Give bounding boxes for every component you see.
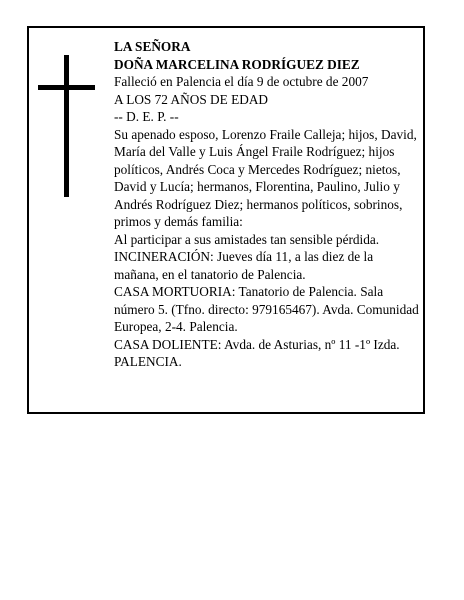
family-home-paragraph: CASA DOLIENTE: Avda. de Asturias, nº 11 -1º Izda. PALENCIA.: [114, 336, 400, 369]
cross-horizontal-bar: [38, 85, 95, 90]
obituary-text: [114, 38, 419, 371]
rip-line: -- D. E. P. --: [114, 109, 179, 124]
cremation-paragraph: INCINERACIÓN: Jueves día 11, a las diez de la mañana, en el tanatorio de Palencia.: [114, 249, 374, 282]
title-line-2-deceased-name: DOÑA MARCELINA RODRÍGUEZ DIEZ: [114, 56, 360, 72]
title-line-1: LA SEÑORA: [114, 39, 191, 54]
age-line: A LOS 72 AÑOS DE EDAD: [114, 91, 269, 107]
funeral-home-paragraph: CASA MORTUORIA: Tanatorio de Palencia. Sala número 5. (Tfno. directo: 979165467). Avda. Comunidad Europea, 2-4. Palencia.: [114, 284, 419, 334]
family-paragraph: Su apenado esposo, Lorenzo Fraile Calleja; hijos, David, María del Valle y Luis Ángel Fraile Rodríguez; hijos políticos, Andrés Coca y Mercedes Rodríguez; nietos, David y Lucía; hermanos, Florentina, Paulino, Julio y Andrés Rodríguez Diez; hermanos políticos, sobrinos, primos y demás familia:: [114, 126, 417, 229]
thanks-paragraph: Al participar a sus amistades tan sensible pérdida.: [114, 231, 380, 247]
cross-vertical-bar: [64, 55, 69, 197]
death-date-line: Falleció en Palencia el día 9 de octubre de 2007: [114, 74, 369, 89]
